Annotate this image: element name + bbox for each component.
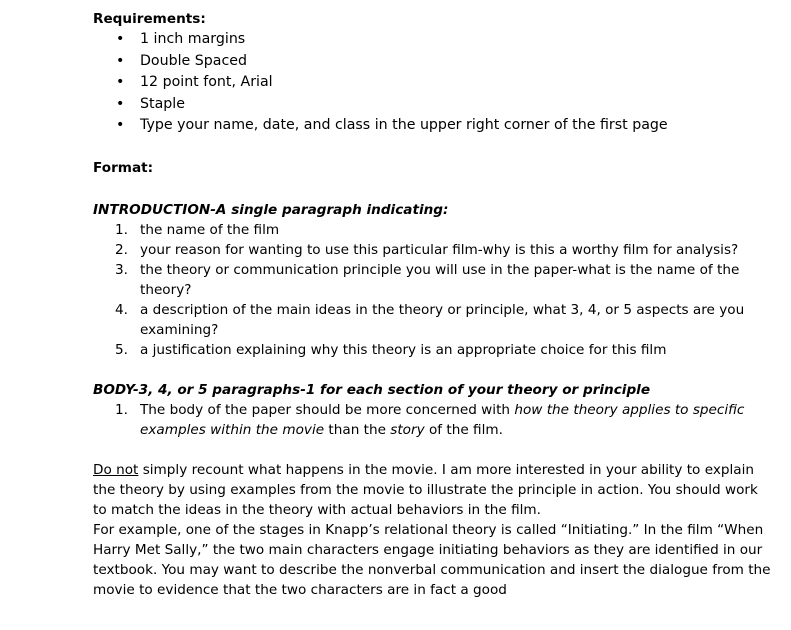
list-item: • Type your name, date, and class in the upper right corner of the first page (93, 115, 773, 137)
list-item: • 12 point font, Arial (93, 72, 773, 94)
list-item: 1. The body of the paper should be more concerned with how the theory applies to specific examples within the movie than the story of the film. (115, 401, 745, 438)
list-item: • Staple (93, 94, 773, 116)
bullet-icon: • (116, 52, 125, 69)
closing-text: Do not simply recount what happens in the movie. I am more interested in your ability to explain the theory by using examples from the movie to illustrate the principle in action. You should work to match the ideas in the theory with actual behaviors in the film. (93, 461, 758, 518)
list-item: • 1 inch margins (93, 29, 773, 51)
list-item: • Double Spaced (93, 51, 773, 73)
body-heading: BODY-3, 4, or 5 paragraphs-1 for each section of your theory or principle (93, 381, 651, 398)
introduction-heading: INTRODUCTION-A single paragraph indicating: (93, 201, 449, 218)
bullet-icon: • (116, 117, 125, 134)
introduction-list (93, 220, 773, 360)
example-text: For example, one of the stages in Knapp’s relational theory is called “Initiating.” In the film “When Harry Met Sally,” the two main characters engage initiating behaviors as they are identified in our textbook. You may want to describe the nonverbal communication and insert the dialogue from the movie to evidence that the two characters are in fact a good (93, 521, 771, 598)
list-item: 5. a justification explaining why this theory is an appropriate choice for this film (115, 341, 667, 358)
requirements-heading: Requirements: (93, 11, 206, 27)
format-heading: Format: (93, 160, 154, 177)
list-item: 2. your reason for wanting to use this particular film-why is this a worthy film for analysis? (115, 241, 739, 258)
list-item: 3. the theory or communication principle you will use in the paper-what is the name of the theory? (115, 261, 740, 298)
requirements-list (93, 29, 773, 137)
list-item: 4. a description of the main ideas in the theory or principle, what 3, 4, or 5 aspects are you examining? (115, 301, 745, 338)
do-not-emphasis: Do not (93, 461, 139, 478)
closing-paragraph (93, 460, 773, 600)
list-item: 1. the name of the film (115, 221, 280, 238)
document-page (93, 9, 773, 600)
bullet-icon: • (116, 95, 125, 112)
body-list (93, 400, 773, 440)
bullet-icon: • (116, 74, 125, 91)
bullet-icon: • (116, 31, 125, 47)
